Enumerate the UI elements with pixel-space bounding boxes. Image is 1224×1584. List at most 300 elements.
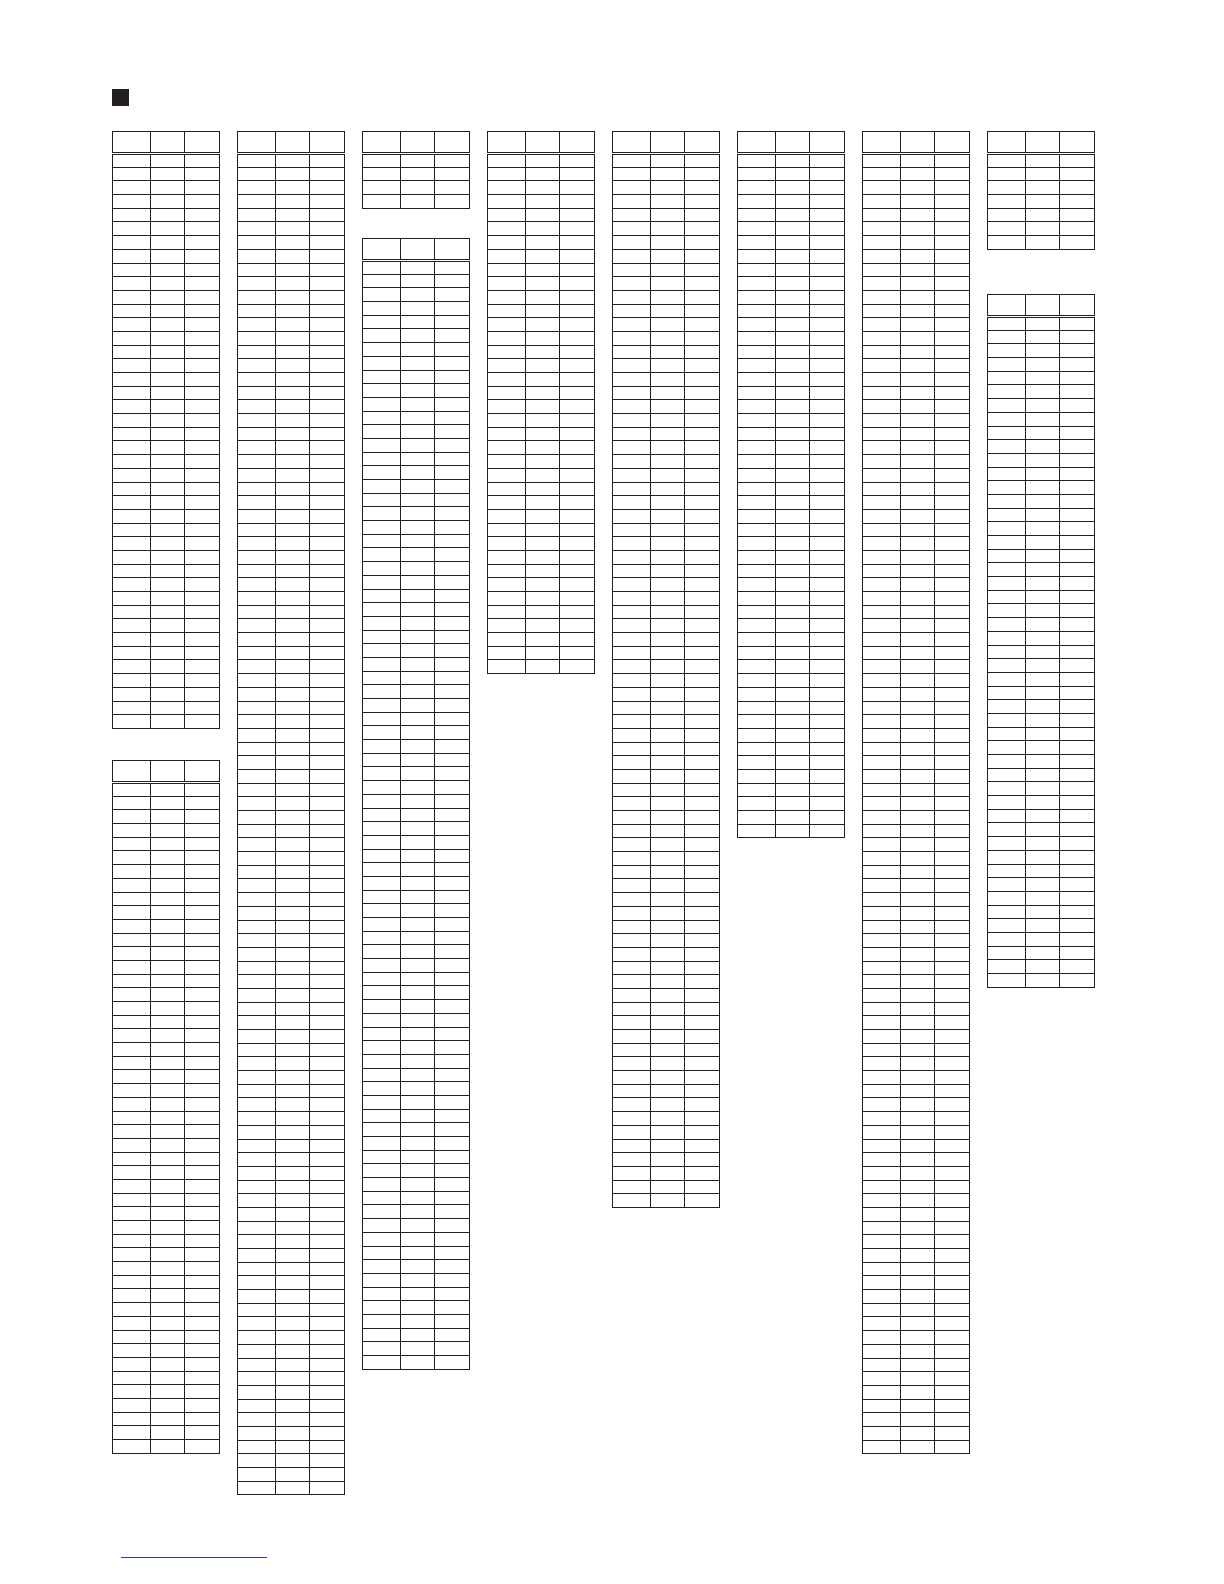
- table-cell: [738, 441, 776, 455]
- table-cell: [650, 318, 685, 332]
- table-row: [738, 290, 845, 304]
- table-cell: [685, 674, 720, 688]
- table-cell: [113, 290, 151, 304]
- table-cell: [310, 208, 345, 222]
- table-cell: [488, 345, 526, 359]
- table-cell: [488, 660, 526, 674]
- table-cell: [488, 523, 526, 537]
- table-cell: [150, 1248, 185, 1262]
- table-cell: [1025, 590, 1060, 604]
- table-cell: [238, 496, 276, 510]
- table-row: [363, 630, 470, 644]
- table-cell: [1025, 864, 1060, 878]
- table-cell: [238, 1002, 276, 1016]
- header-cell: [363, 132, 401, 154]
- table-cell: [310, 1249, 345, 1263]
- table-row: [113, 1138, 220, 1152]
- table-cell: [113, 1440, 151, 1454]
- table-row: [488, 208, 595, 222]
- table-cell: [275, 715, 310, 729]
- table-cell: [1060, 878, 1095, 892]
- table-row: [488, 167, 595, 181]
- table-cell: [435, 972, 470, 986]
- table-row: [488, 537, 595, 551]
- table-row: [113, 578, 220, 592]
- table-cell: [275, 879, 310, 893]
- table-cell: [400, 822, 435, 836]
- table-row: [113, 181, 220, 195]
- table-cell: [863, 1071, 901, 1085]
- table-row: [238, 1084, 345, 1098]
- table-cell: [275, 961, 310, 975]
- table-row: [113, 1316, 220, 1330]
- table-cell: [650, 564, 685, 578]
- table-cell: [400, 1095, 435, 1109]
- table-row: [363, 657, 470, 671]
- table-row: [238, 1317, 345, 1331]
- table-cell: [863, 537, 901, 551]
- table-row: [613, 701, 720, 715]
- table-cell: [650, 537, 685, 551]
- table-cell: [685, 1180, 720, 1194]
- table-row: [363, 521, 470, 535]
- table-cell: [685, 359, 720, 373]
- table-cell: [525, 619, 560, 633]
- table-cell: [900, 441, 935, 455]
- table-cell: [435, 876, 470, 890]
- table-cell: [150, 249, 185, 263]
- table-cell: [900, 154, 935, 168]
- table-row: [238, 290, 345, 304]
- table-cell: [775, 592, 810, 606]
- table-cell: [1025, 385, 1060, 399]
- table-cell: [863, 1262, 901, 1276]
- table-cell: [685, 414, 720, 428]
- table-cell: [363, 302, 401, 316]
- table-cell: [363, 630, 401, 644]
- table-cell: [1060, 618, 1095, 632]
- table-row: [113, 1125, 220, 1139]
- table-row: [113, 318, 220, 332]
- table-cell: [988, 618, 1026, 632]
- table-cell: [560, 290, 595, 304]
- table-cell: [150, 482, 185, 496]
- table-cell: [1025, 181, 1060, 195]
- table-cell: [988, 522, 1026, 536]
- table-cell: [363, 562, 401, 576]
- table-row: [863, 797, 970, 811]
- table-cell: [613, 934, 651, 948]
- table-row: [113, 1398, 220, 1412]
- table-cell: [238, 893, 276, 907]
- table-row: [113, 496, 220, 510]
- table-cell: [363, 753, 401, 767]
- table-cell: [310, 1358, 345, 1372]
- table-cell: [810, 811, 845, 825]
- table-cell: [935, 1071, 970, 1085]
- table-cell: [810, 578, 845, 592]
- table-cell: [488, 318, 526, 332]
- table-cell: [810, 277, 845, 291]
- table-row: [363, 986, 470, 1000]
- table-cell: [275, 1331, 310, 1345]
- table-cell: [613, 1098, 651, 1112]
- table-cell: [863, 455, 901, 469]
- table-cell: [238, 1317, 276, 1331]
- table-cell: [935, 1016, 970, 1030]
- table-cell: [900, 331, 935, 345]
- table-cell: [525, 633, 560, 647]
- table-cell: [900, 550, 935, 564]
- table-cell: [560, 208, 595, 222]
- table-cell: [275, 701, 310, 715]
- table-cell: [113, 236, 151, 250]
- table-row: [363, 1260, 470, 1274]
- table-row: [863, 975, 970, 989]
- table-row: [363, 945, 470, 959]
- table-cell: [988, 864, 1026, 878]
- table-row: [988, 426, 1095, 440]
- table-cell: [935, 728, 970, 742]
- table-cell: [935, 838, 970, 852]
- table-cell: [613, 222, 651, 236]
- table-cell: [185, 208, 220, 222]
- table-cell: [435, 918, 470, 932]
- table-cell: [185, 509, 220, 523]
- table-cell: [488, 482, 526, 496]
- table-cell: [435, 849, 470, 863]
- table-cell: [935, 509, 970, 523]
- table-row: [988, 167, 1095, 181]
- table-cell: [560, 359, 595, 373]
- table-row: [863, 1262, 970, 1276]
- table-cell: [275, 838, 310, 852]
- table-cell: [238, 1276, 276, 1290]
- table-cell: [1060, 686, 1095, 700]
- table-cell: [685, 468, 720, 482]
- table-cell: [185, 414, 220, 428]
- table-cell: [900, 167, 935, 181]
- table-cell: [275, 1399, 310, 1413]
- table-cell: [863, 1235, 901, 1249]
- table-row: [113, 878, 220, 892]
- table-cell: [900, 975, 935, 989]
- table-row: [363, 384, 470, 398]
- table-row: [363, 1123, 470, 1137]
- table-cell: [310, 482, 345, 496]
- table-cell: [863, 1372, 901, 1386]
- table-row: [988, 154, 1095, 168]
- table-row: [738, 797, 845, 811]
- table-cell: [185, 181, 220, 195]
- table-cell: [650, 893, 685, 907]
- table-cell: [435, 986, 470, 1000]
- table-row: [613, 564, 720, 578]
- table-cell: [988, 426, 1026, 440]
- table-cell: [310, 1385, 345, 1399]
- table-row: [113, 167, 220, 181]
- table-cell: [775, 181, 810, 195]
- table-cell: [900, 1084, 935, 1098]
- table-row: [988, 960, 1095, 974]
- table-cell: [400, 781, 435, 795]
- table-cell: [275, 1426, 310, 1440]
- table-cell: [275, 660, 310, 674]
- table-row: [613, 195, 720, 209]
- table-cell: [560, 482, 595, 496]
- table-cell: [738, 646, 776, 660]
- table-cell: [400, 315, 435, 329]
- table-cell: [363, 644, 401, 658]
- table-cell: [238, 537, 276, 551]
- table-row: [488, 359, 595, 373]
- table-cell: [310, 728, 345, 742]
- table-cell: [310, 633, 345, 647]
- table-cell: [113, 1289, 151, 1303]
- table-cell: [900, 345, 935, 359]
- table-cell: [400, 986, 435, 1000]
- table-cell: [935, 797, 970, 811]
- table-row: [613, 427, 720, 441]
- section-bullet-icon: [112, 89, 129, 106]
- table-cell: [113, 263, 151, 277]
- table-cell: [1060, 590, 1095, 604]
- table-row: [363, 876, 470, 890]
- table-cell: [150, 222, 185, 236]
- table-cell: [685, 249, 720, 263]
- table-cell: [150, 1043, 185, 1057]
- table-row: [988, 467, 1095, 481]
- table-cell: [775, 523, 810, 537]
- table-cell: [525, 359, 560, 373]
- table-cell: [525, 222, 560, 236]
- table-cell: [650, 824, 685, 838]
- table-cell: [150, 386, 185, 400]
- table-cell: [738, 345, 776, 359]
- table-cell: [275, 1153, 310, 1167]
- table-cell: [238, 1112, 276, 1126]
- table-cell: [685, 769, 720, 783]
- table-row: [113, 249, 220, 263]
- table-row: [738, 728, 845, 742]
- table-cell: [400, 959, 435, 973]
- table-row: [363, 411, 470, 425]
- table-cell: [525, 195, 560, 209]
- table-cell: [400, 1150, 435, 1164]
- table-cell: [988, 481, 1026, 495]
- table-row: [613, 633, 720, 647]
- table-cell: [310, 1112, 345, 1126]
- table-cell: [488, 646, 526, 660]
- table-cell: [863, 1399, 901, 1413]
- table-cell: [775, 646, 810, 660]
- table-cell: [435, 261, 470, 275]
- table-row: [113, 1412, 220, 1426]
- table-cell: [863, 400, 901, 414]
- table-row: [988, 563, 1095, 577]
- table-cell: [363, 1273, 401, 1287]
- table-cell: [363, 1356, 401, 1370]
- table-cell: [685, 975, 720, 989]
- table-cell: [363, 671, 401, 685]
- header-cell: [685, 132, 720, 154]
- table-row: [863, 236, 970, 250]
- table-cell: [685, 290, 720, 304]
- table-cell: [935, 1426, 970, 1440]
- table-cell: [238, 1413, 276, 1427]
- table-row: [488, 509, 595, 523]
- table-row: [363, 835, 470, 849]
- table-row: [488, 427, 595, 441]
- table-cell: [238, 1071, 276, 1085]
- table-row: [863, 1139, 970, 1153]
- table-cell: [560, 660, 595, 674]
- table-cell: [775, 728, 810, 742]
- table-cell: [900, 660, 935, 674]
- table-row: [238, 537, 345, 551]
- table-cell: [900, 934, 935, 948]
- table-cell: [1060, 549, 1095, 563]
- table-row: [113, 1344, 220, 1358]
- table-header-row: [988, 132, 1095, 154]
- table-cell: [400, 1232, 435, 1246]
- table-row: [738, 674, 845, 688]
- table-row: [363, 603, 470, 617]
- table-row: [113, 482, 220, 496]
- table-cell: [238, 1249, 276, 1263]
- table-cell: [900, 865, 935, 879]
- table-row: [613, 660, 720, 674]
- table-row: [488, 564, 595, 578]
- table-cell: [1060, 809, 1095, 823]
- table-cell: [810, 331, 845, 345]
- table-cell: [863, 1385, 901, 1399]
- table-cell: [238, 769, 276, 783]
- table-cell: [275, 742, 310, 756]
- table-cell: [560, 523, 595, 537]
- table-row: [613, 578, 720, 592]
- table-row: [238, 277, 345, 291]
- table-cell: [560, 331, 595, 345]
- table-header-row: [363, 132, 470, 154]
- table-row: [113, 359, 220, 373]
- header-cell: [775, 132, 810, 154]
- table-cell: [113, 619, 151, 633]
- table-cell: [185, 715, 220, 729]
- table-cell: [863, 482, 901, 496]
- table-cell: [238, 181, 276, 195]
- table-cell: [1060, 181, 1095, 195]
- table-cell: [238, 988, 276, 1002]
- table-cell: [900, 592, 935, 606]
- table-cell: [150, 208, 185, 222]
- table-cell: [900, 824, 935, 838]
- table-cell: [560, 400, 595, 414]
- table-cell: [900, 1194, 935, 1208]
- table-row: [238, 154, 345, 168]
- table-cell: [1025, 618, 1060, 632]
- table-row: [613, 838, 720, 852]
- table-cell: [238, 1385, 276, 1399]
- table-cell: [310, 1317, 345, 1331]
- table-cell: [238, 236, 276, 250]
- table-cell: [185, 386, 220, 400]
- table-cell: [863, 934, 901, 948]
- table-row: [613, 386, 720, 400]
- table-cell: [310, 1153, 345, 1167]
- table-cell: [275, 181, 310, 195]
- table-cell: [150, 1440, 185, 1454]
- table-row: [988, 371, 1095, 385]
- table-cell: [775, 290, 810, 304]
- table-row: [488, 646, 595, 660]
- table-cell: [435, 835, 470, 849]
- table-cell: [1025, 563, 1060, 577]
- table-cell: [1060, 536, 1095, 550]
- table-cell: [935, 715, 970, 729]
- table-row: [738, 386, 845, 400]
- table-cell: [400, 521, 435, 535]
- table-cell: [863, 249, 901, 263]
- table-cell: [435, 167, 470, 181]
- table-cell: [935, 1413, 970, 1427]
- table-cell: [685, 619, 720, 633]
- table-cell: [525, 167, 560, 181]
- table-cell: [863, 701, 901, 715]
- table-row: [613, 304, 720, 318]
- table-row: [238, 646, 345, 660]
- table-cell: [435, 712, 470, 726]
- table-row: [113, 1152, 220, 1166]
- table-row: [363, 781, 470, 795]
- table-cell: [435, 195, 470, 209]
- table-cell: [435, 315, 470, 329]
- table-cell: [525, 386, 560, 400]
- table-cell: [238, 1344, 276, 1358]
- table-cell: [363, 1027, 401, 1041]
- table-cell: [863, 277, 901, 291]
- table-cell: [400, 302, 435, 316]
- table-cell: [650, 441, 685, 455]
- table-cell: [488, 605, 526, 619]
- table-cell: [185, 933, 220, 947]
- table-row: [363, 849, 470, 863]
- table-cell: [275, 783, 310, 797]
- table-cell: [738, 400, 776, 414]
- table-cell: [650, 920, 685, 934]
- table-row: [238, 1194, 345, 1208]
- table-row: [238, 1331, 345, 1345]
- table-row: [363, 507, 470, 521]
- table-cell: [150, 919, 185, 933]
- table-cell: [185, 892, 220, 906]
- table-cell: [363, 603, 401, 617]
- table-cell: [863, 345, 901, 359]
- table-cell: [185, 195, 220, 209]
- table-cell: [738, 318, 776, 332]
- table-cell: [935, 482, 970, 496]
- table-row: [363, 329, 470, 343]
- table-cell: [863, 961, 901, 975]
- table-cell: [185, 537, 220, 551]
- table-cell: [113, 1234, 151, 1248]
- table-cell: [935, 769, 970, 783]
- table-row: [863, 1358, 970, 1372]
- table-cell: [113, 592, 151, 606]
- table-cell: [863, 1112, 901, 1126]
- table-cell: [150, 1152, 185, 1166]
- table-cell: [613, 1194, 651, 1208]
